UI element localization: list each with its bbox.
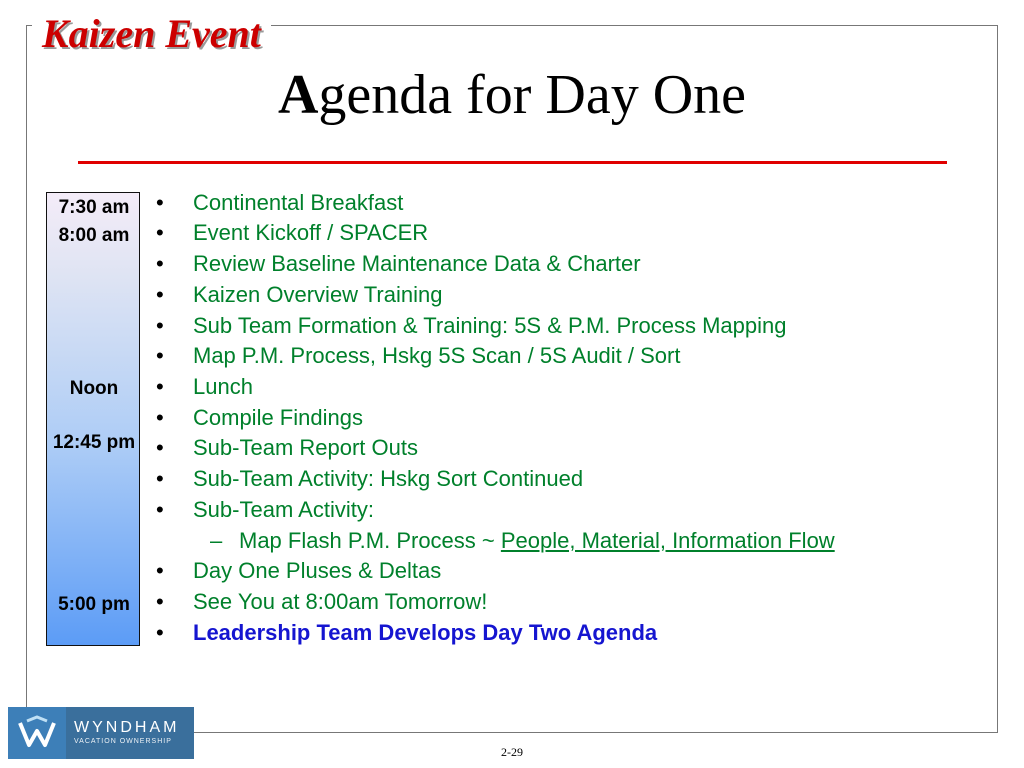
- time-label: 8:00 am: [58, 225, 130, 246]
- time-label: 12:45 pm: [52, 432, 136, 453]
- wyndham-logo-mark-icon: [8, 707, 66, 759]
- slide-title: [0, 62, 1024, 128]
- header-label: Kaizen Event: [32, 8, 271, 60]
- sub-dash: –: [210, 528, 223, 553]
- bullet: •: [156, 405, 164, 430]
- wyndham-logo: [8, 707, 194, 759]
- title-rest: genda for Day One: [318, 64, 747, 126]
- slide-frame: [26, 25, 998, 733]
- agenda-item-text: See You at 8:00am Tomorrow!: [193, 589, 488, 614]
- time-column: [46, 192, 140, 646]
- agenda-item-text: Map P.M. Process, Hskg 5S Scan / 5S Audit / Sort: [193, 343, 681, 368]
- bullet: •: [156, 220, 164, 245]
- subitem-prefix: Map Flash P.M. Process ~: [239, 528, 501, 553]
- agenda-item-text: Sub-Team Report Outs: [193, 435, 418, 460]
- leadership-item-text: Leadership Team Develops Day Two Agenda: [193, 620, 658, 645]
- agenda-item-text: Sub-Team Activity: Hskg Sort Continued: [193, 466, 584, 491]
- title-divider: [78, 161, 947, 164]
- agenda-item-text: Lunch: [193, 374, 253, 399]
- agenda-item-text: Kaizen Overview Training: [193, 282, 443, 307]
- bullet: •: [156, 589, 164, 614]
- bullet: •: [156, 313, 164, 338]
- title-first-letter: A: [277, 64, 319, 126]
- agenda-item-text: Sub Team Formation & Training: 5S & P.M. Process Mapping: [193, 313, 787, 338]
- bullet: •: [156, 374, 164, 399]
- agenda-item-text: Sub-Team Activity:: [193, 497, 374, 522]
- bullet: •: [156, 620, 164, 645]
- agenda-item-text: Event Kickoff / SPACER: [193, 220, 429, 245]
- time-label: 7:30 am: [58, 197, 130, 218]
- bullet: •: [156, 190, 164, 215]
- agenda-item-text: Continental Breakfast: [193, 190, 404, 215]
- bullet: •: [156, 282, 164, 307]
- flow-link[interactable]: People, Material, Information Flow: [500, 528, 835, 553]
- time-label: Noon: [69, 378, 119, 399]
- agenda-item-text: Day One Pluses & Deltas: [193, 558, 442, 583]
- logo-subtitle: VACATION OWNERSHIP: [74, 738, 172, 745]
- logo-name: WYNDHAM: [74, 719, 180, 736]
- bullet: •: [156, 435, 164, 460]
- bullet: •: [156, 251, 164, 276]
- bullet: •: [156, 497, 164, 522]
- time-label: 5:00 pm: [58, 594, 130, 615]
- agenda-item-text: Review Baseline Maintenance Data & Charter: [193, 251, 641, 276]
- bullet: •: [156, 558, 164, 583]
- logo-text: [66, 707, 194, 759]
- bullet: •: [156, 343, 164, 368]
- bullet: •: [156, 466, 164, 491]
- page-number: 2-29: [501, 745, 523, 759]
- agenda-item-text: Compile Findings: [193, 405, 363, 430]
